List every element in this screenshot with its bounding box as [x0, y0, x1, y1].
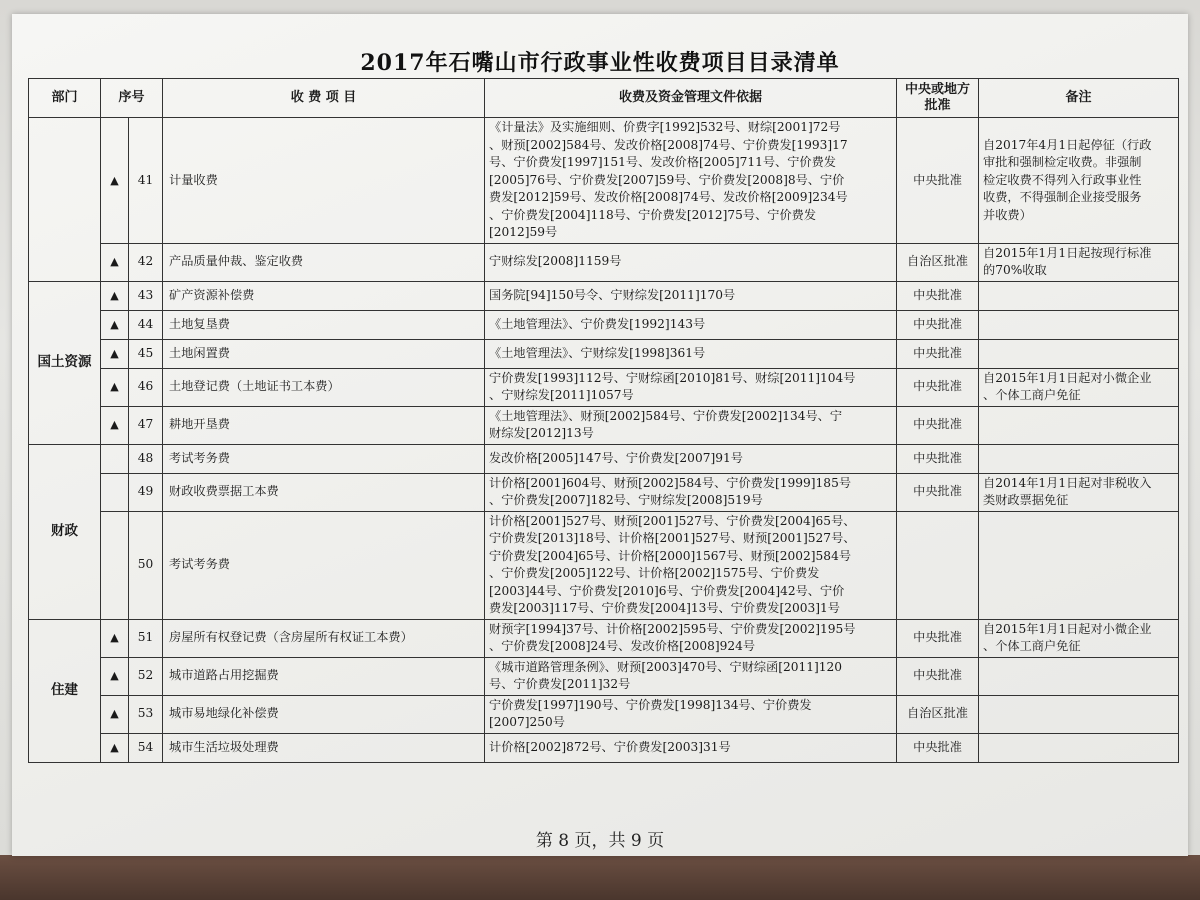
header-dept: 部门 [29, 79, 101, 118]
dept-cell: 国土资源 [29, 281, 101, 444]
approval-cell: 中央批准 [897, 444, 979, 473]
basis-line: 财综发[2012]13号 [489, 426, 594, 440]
triangle-mark-cell: ▲ [101, 657, 129, 695]
note-line: 、个体工商户免征 [983, 639, 1081, 653]
serial-number-cell: 47 [129, 406, 163, 444]
approval-cell [897, 511, 979, 619]
fee-table [28, 78, 1179, 763]
basis-line: 宁价费发[1997]190号、宁价费发[1998]134号、宁价费发 [489, 697, 812, 712]
header-note: 备注 [979, 79, 1179, 118]
basis-cell [485, 368, 897, 406]
header-approve [897, 79, 979, 118]
basis-line: 《计量法》及实施细则、价费字[1992]532号、财综[2001]72号 [489, 120, 841, 134]
basis-cell [485, 619, 897, 657]
basis-cell [485, 281, 897, 310]
dept-cell: 财政 [29, 444, 101, 619]
basis-line: 发改价格[2005]147号、宁价费发[2007]91号 [489, 450, 743, 465]
basis-line: 《土地管理法》、财预[2002]584号、宁价费发[2002]134号、宁 [489, 408, 843, 423]
note-line: 自2015年1月1日起对小微企业 [983, 621, 1152, 636]
serial-number-cell: 52 [129, 657, 163, 695]
note-line: 检定收费不得列入行政事业性 [983, 172, 1142, 187]
table-row [29, 243, 1179, 281]
note-cell [979, 406, 1179, 444]
approval-cell: 中央批准 [897, 733, 979, 762]
note-cell [979, 733, 1179, 762]
fee-item-cell: 考试考务费 [163, 511, 485, 619]
header-item: 收 费 项 目 [163, 79, 485, 118]
basis-line: 计价格[2001]527号、财预[2001]527号、宁价费发[2004]65号、 [489, 513, 856, 528]
basis-cell [485, 118, 897, 244]
fee-item-cell: 产品质量仲裁、鉴定收费 [163, 243, 485, 281]
triangle-mark-cell: ▲ [101, 118, 129, 244]
basis-line: 计价格[2001]604号、财预[2002]584号、宁价费发[1999]185号 [489, 475, 852, 490]
triangle-mark-cell: ▲ [101, 619, 129, 657]
table-row [29, 368, 1179, 406]
triangle-mark-cell: ▲ [101, 281, 129, 310]
approval-cell: 中央批准 [897, 339, 979, 368]
basis-line: 财预字[1994]37号、计价格[2002]595号、宁价费发[2002]195号 [489, 621, 856, 636]
basis-line: 计价格[2002]872号、宁价费发[2003]31号 [489, 739, 731, 754]
table-row [29, 406, 1179, 444]
triangle-mark-cell: ▲ [101, 406, 129, 444]
note-line: 类财政票据免征 [983, 493, 1069, 507]
header-no: 序号 [101, 79, 163, 118]
basis-line: 、宁价费发[2008]24号、发改价格[2008]924号 [489, 639, 756, 653]
serial-number-cell: 54 [129, 733, 163, 762]
serial-number-cell: 43 [129, 281, 163, 310]
fee-item-cell: 财政收费票据工本费 [163, 473, 485, 511]
basis-line: 宁价费发[2013]18号、计价格[2001]527号、财预[2001]527号、 [489, 531, 856, 545]
page-title: 2017年石嘴山市行政事业性收费项目目录清单 [360, 50, 840, 76]
basis-line: 号、宁价费发[1997]151号、发改价格[2005]711号、宁价费发 [489, 155, 836, 169]
triangle-mark-cell: ▲ [101, 733, 129, 762]
basis-cell [485, 339, 897, 368]
page-number: 第 8 页，共 9 页 [535, 831, 665, 851]
note-line: 自2014年1月1日起对非税收入 [983, 475, 1152, 490]
basis-line: [2005]76号、宁价费发[2007]59号、宁价费发[2008]8号、宁价 [489, 172, 845, 187]
table-row [29, 733, 1179, 762]
approval-cell: 中央批准 [897, 619, 979, 657]
note-cell [979, 511, 1179, 619]
basis-cell [485, 444, 897, 473]
fee-item-cell: 考试考务费 [163, 444, 485, 473]
header-approve-line1: 中央或地方 [905, 82, 971, 97]
dept-cell-blank [29, 118, 101, 282]
note-line: 自2017年4月1日起停征（行政 [983, 137, 1152, 152]
note-cell [979, 473, 1179, 511]
approval-cell: 自治区批准 [897, 243, 979, 281]
basis-cell [485, 511, 897, 619]
basis-line: 、宁价费发[2007]182号、宁财综发[2008]519号 [489, 493, 763, 507]
basis-cell [485, 473, 897, 511]
basis-line: 宁价费发[1993]112号、宁财综函[2010]81号、财综[2011]104号 [489, 370, 856, 385]
table-row [29, 511, 1179, 619]
basis-line: 《土地管理法》、宁财综发[1998]361号 [489, 345, 706, 360]
basis-line: 《城市道路管理条例》、财预[2003]470号、宁财综函[2011]120 [489, 659, 843, 674]
note-cell [979, 444, 1179, 473]
table-row [29, 310, 1179, 339]
note-cell [979, 695, 1179, 733]
table-row [29, 281, 1179, 310]
basis-line: 、财预[2002]584号、发改价格[2008]74号、宁价费发[1993]17 [489, 137, 848, 152]
fee-item-cell: 土地复垦费 [163, 310, 485, 339]
basis-line: 、宁价费发[2004]118号、宁价费发[2012]75号、宁价费发 [489, 207, 817, 222]
approval-cell: 自治区批准 [897, 695, 979, 733]
basis-line: [2003]44号、宁价费发[2010]6号、宁价费发[2004]42号、宁价 [489, 583, 845, 598]
note-line: 自2015年1月1日起按现行标准 [983, 245, 1152, 260]
basis-cell [485, 657, 897, 695]
approval-cell: 中央批准 [897, 310, 979, 339]
note-cell [979, 281, 1179, 310]
approval-cell: 中央批准 [897, 118, 979, 244]
document-page [12, 14, 1188, 856]
triangle-mark-cell: ▲ [101, 243, 129, 281]
table-body [29, 118, 1179, 763]
approval-cell: 中央批准 [897, 657, 979, 695]
basis-line: [2007]250号 [489, 715, 565, 729]
note-cell [979, 619, 1179, 657]
table-header-row [29, 79, 1179, 118]
basis-line: 费发[2003]117号、宁价费发[2004]13号、宁价费发[2003]1号 [489, 601, 840, 615]
triangle-mark-cell: ▲ [101, 339, 129, 368]
basis-cell [485, 310, 897, 339]
triangle-mark-cell: ▲ [101, 310, 129, 339]
basis-line: 宁价费发[2004]65号、计价格[2000]1567号、财预[2002]584号 [489, 548, 852, 563]
desk-edge [0, 855, 1200, 900]
note-cell [979, 243, 1179, 281]
fee-item-cell: 城市生活垃圾处理费 [163, 733, 485, 762]
basis-line: 宁财综发[2008]1159号 [489, 254, 622, 269]
serial-number-cell: 51 [129, 619, 163, 657]
table-row [29, 657, 1179, 695]
fee-item-cell: 土地登记费（土地证书工本费） [163, 368, 485, 406]
note-line: 、个体工商户免征 [983, 388, 1081, 402]
serial-number-cell: 53 [129, 695, 163, 733]
note-cell [979, 310, 1179, 339]
note-line: 并收费） [983, 207, 1032, 222]
basis-cell [485, 695, 897, 733]
basis-line: 、宁财综发[2011]1057号 [489, 388, 634, 402]
triangle-mark-cell: ▲ [101, 368, 129, 406]
basis-line: 费发[2012]59号、发改价格[2008]74号、发改价格[2009]234号 [489, 190, 848, 204]
fee-item-cell: 耕地开垦费 [163, 406, 485, 444]
note-cell [979, 339, 1179, 368]
header-approve-line2: 批准 [924, 98, 951, 113]
basis-cell [485, 733, 897, 762]
note-cell [979, 657, 1179, 695]
fee-item-cell: 矿产资源补偿费 [163, 281, 485, 310]
triangle-mark-cell [101, 444, 129, 473]
approval-cell: 中央批准 [897, 368, 979, 406]
basis-cell [485, 406, 897, 444]
triangle-mark-cell [101, 473, 129, 511]
serial-number-cell: 45 [129, 339, 163, 368]
fee-item-cell: 房屋所有权登记费（含房屋所有权证工本费） [163, 619, 485, 657]
serial-number-cell: 49 [129, 473, 163, 511]
note-line: 审批和强制检定收费。非强制 [983, 155, 1142, 169]
basis-line: 、宁价费发[2005]122号、计价格[2002]1575号、宁价费发 [489, 566, 820, 580]
note-line: 的70%收取 [983, 263, 1047, 277]
note-cell [979, 368, 1179, 406]
triangle-mark-cell [101, 511, 129, 619]
table-row [29, 339, 1179, 368]
dept-cell: 住建 [29, 619, 101, 762]
fee-item-cell: 计量收费 [163, 118, 485, 244]
basis-line: 国务院[94]150号令、宁财综发[2011]170号 [489, 287, 736, 302]
basis-line: [2012]59号 [489, 225, 558, 239]
table-row [29, 118, 1179, 244]
table-row [29, 473, 1179, 511]
serial-number-cell: 48 [129, 444, 163, 473]
serial-number-cell: 46 [129, 368, 163, 406]
note-cell [979, 118, 1179, 244]
serial-number-cell: 41 [129, 118, 163, 244]
serial-number-cell: 44 [129, 310, 163, 339]
fee-item-cell: 土地闲置费 [163, 339, 485, 368]
serial-number-cell: 42 [129, 243, 163, 281]
note-line: 自2015年1月1日起对小微企业 [983, 370, 1152, 385]
serial-number-cell: 50 [129, 511, 163, 619]
fee-item-cell: 城市道路占用挖掘费 [163, 657, 485, 695]
approval-cell: 中央批准 [897, 281, 979, 310]
note-line: 收费，不得强制企业接受服务 [983, 190, 1142, 204]
approval-cell: 中央批准 [897, 473, 979, 511]
approval-cell: 中央批准 [897, 406, 979, 444]
table-row [29, 444, 1179, 473]
fee-item-cell: 城市易地绿化补偿费 [163, 695, 485, 733]
table-row [29, 619, 1179, 657]
basis-line: 《土地管理法》、宁价费发[1992]143号 [489, 316, 706, 331]
basis-line: 号、宁价费发[2011]32号 [489, 677, 631, 691]
basis-cell [485, 243, 897, 281]
triangle-mark-cell: ▲ [101, 695, 129, 733]
table-row [29, 695, 1179, 733]
header-basis: 收费及资金管理文件依据 [485, 79, 897, 118]
